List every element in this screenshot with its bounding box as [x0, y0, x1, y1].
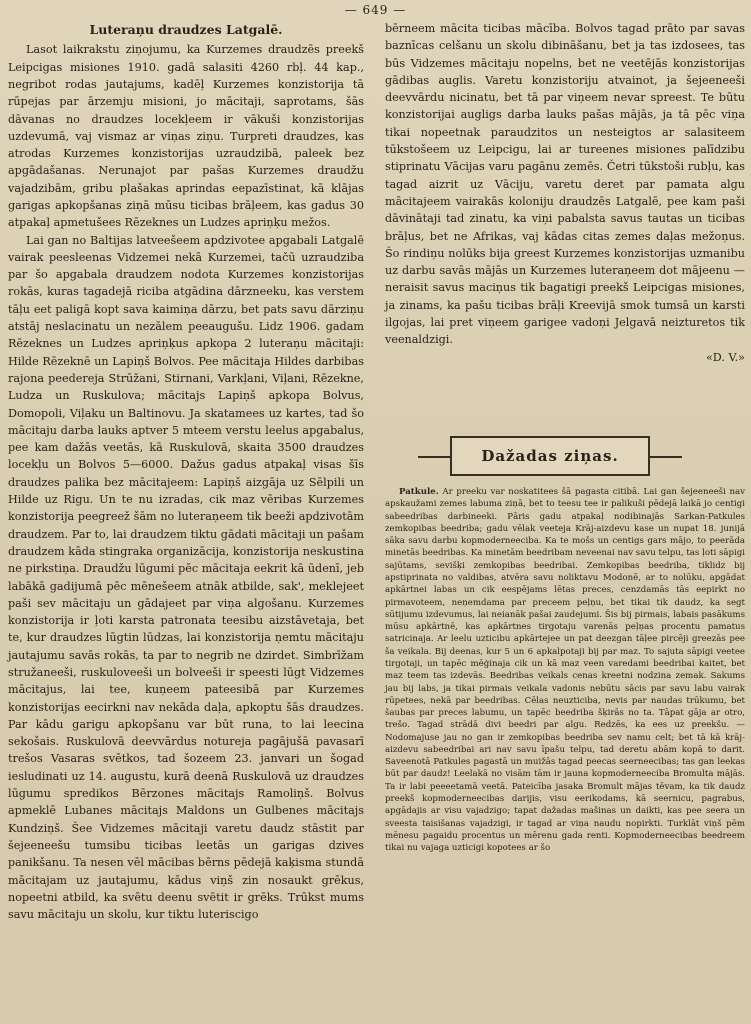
article-title: Luteraņu draudzes Latgalē. — [89, 22, 283, 37]
news-text: Ar preeku var noskatitees šā pagasta citibā. Lai gan šejeeneeši nav apskaužami zemes labuma ziņā, bet to teesu tee ir palikuši pēdejā laikā jo centigi sabeedribas darbineeki. Pāris gadu atpakaļ nodibinajās Sarkan-Patkules zemkopibas beedriba; gadu vēlak veeteja Krāj-aizdevu kase un nupat 18. junijā sāka savu darbu kopmoderneeciba. Ka te mošs un centigs gars mājo, to peerāda minetās beedribas. Ka minetām beedribam neveenai nav savu telpu, tas ļoti sāpigi sajūtams, sevišķi zemkopibas beedribai. Zemkopibas beedriba, tiklidz bij apstiprinata no valdibas, atvēra savu noliktavu Modonē, ar to nolūku, apgādat apkārtnei labas un cik eespējams lētas preces, cenzdamās tās eepirkt no pirmavoteem, neņemdama par preceem peļņu, bet tikai tik daudz, ka segt sūtijumu izdevumus, lai neianāk pašai zaudejumi. Šis bij pirmais, labais pasākums mūsu apkārtnē, kas apkārtnes tirgotaju varenās peļņas procentu pamatus satricinaja. Ar leelu uzticibu apkārtejee un pat deezgan tāļee pircēji greezās pee ša veikala. Bij deenas, kur 5 un 6 apkalpotaji bij par maz. To sajuta sāpigi veetee tirgotaji, un tapēc mēģinaja cik un kā maz veen varedami beedribai kaitet, bet maz teem tas izdevās. Beedribas veikals cenas kreetni nodzina zemak. Sakums jau bij labs, ja tikai pirmais veikala vadonis nebūtu sācis par savu labu vairak rūpetees, nekā par beedribas. Cēlas neuzticiba, nevis par naudas trūkumu, bet šaubas par preces labumu, un tapēc beedriba šķirās no ta. Tāpat gāja ar otro, trešo. Tagad strādā divi beedri par algu. Redzēs, ka ees uz preekšu. — Nodomajuse jau no gan ir zemkopibas beedriba sev namu celt; bet tā kā krāj-aizdevu sabeedribai ari nav savu īpašu telpu, tad deretu abām kopā to darit. Saveenotā Patkules pagastā un muižās tagad peecas seerneecibas; tas gan leekas būt par daudz! Leelakā no visām tām ir jauna kopmoderneeciba Bromulta mājās. Ta ir labi peeeetamā veetā. Pateicība jasaka Bromult mājas tēvam, ka tik daudz preekš kopmoderneecibas darijis, visu eerikodams, kā seernicu, pagrabus, apgādajis ar visu vajadzigo; tapat dažadas mašinas un daikti, kas pee seera un sveesta taisišanas vajadzigi, ir tagad ar viņa naudu nopirkti. Turklāt viņš pēm mēnesu pagaidu procentus un mērenu gada renti. Kopmoderneecibas beedreem tikai nu vajaga uzticigi kopotees ar šo — [385, 487, 745, 854]
article-signature: «D. V.» — [705, 350, 745, 364]
left-column — [8, 20, 364, 923]
article-paragraph-1: Lasot laikrakstu ziņojumu, ka Kurzemes draudzēs preekš Leipcigas misiones 1910. gadā salasiti 4260 rbļ. 44 kap., negribot rodas jautajums, kadēļ Kurzemes konzistorija tā rūpejas par ārzemju misioni, jo mācitaji, saprotams, šās dāvanas no draudzes locekļeem ir vākuši konzistorijas uzdevumā, vaj vismaz ar viņas ziņu. Turpreti draudzes, kas atrodas Kurzemes konzistorijas uzraudzibā, paleek bez apgādašanas. Nerunajot par pašas Kurzemes draudžu vajadzibām, gribu plašakas aprindas eepazīstinat, kā klājas garigas apkopšanas ziņā mūsu ticibas brāļeem, kas gadus 30 atpakaļ apmetušees Rēzeknes un Ludzes apriņķu mežos. — [8, 43, 364, 230]
news-item — [385, 486, 745, 854]
news-lead: Patkule. — [399, 487, 439, 497]
page-number: — 649 — — [344, 3, 407, 17]
section-banner-title: Dažadas ziņas. — [481, 447, 619, 465]
article-paragraph-3: bērneem mācita ticibas mācība. Bolvos tagad prāto par savas baznīcas celšanu un skolu dibināšanu, bet ja tas izdosees, tas būs Vidzemes mācitaju nopelns, bet ne veetējās konzistorijas gādibas auglis. Varetu konzistoriju atvainot, ja šejeeneeši deevvārdu nicinatu, bet tā par viņeem nevar spreest. Te būtu konzistorijai augligs darba lauks pašas mājās, ja tā pēc viņa tikai nopeetnak paraudzitos un nesteigtos ar salasiteem tūkstošeem uz Leipcigu, lai ar tureenes misiones palīdzibu stiprinatu Vācijas varu pagānu zemēs. Četri tūkstoši rubļu, kas tagad aizrit uz Vāciju, varetu deret par pamata algu mācitajeem vairakās koloniju draudzēs Latgalē, pee kam paši dāvinātaji tad zinatu, ka viņi pabalsta savus tautas un ticibas brāļus, bet ne Afrikas, vaj kādas citas zemes daļas mežoņus. Šo rindiņu nolūks bija greest Kurzemes konzistorijas uzmanibu uz darbu savās mājās un Kurzemes luteraņeem dot mājeenu — neraisit savus maciņus tik bagatigi preekš Leipcigas misiones, ja zinams, ka pašu ticibas brāļi Kreevijā smok tumsā un karsti ilgojas, lai pret viņeem garigee vadoņi Jelgavā neizturetos tik veenaldzigi. — [385, 22, 745, 347]
right-column — [385, 20, 745, 366]
section-banner — [450, 436, 650, 476]
article-paragraph-2: Lai gan no Baltijas latveešeem apdzivotee apgabali Latgalē vairak peesleenas Vidzemei nekā Kurzemei, tačū uzraudziba par šo apgabala draudzem nodota Kurzemes konzistorijas rokās, kuras tagadejā riciba atgādina dārzneeku, kas verstem tāļu eet paligā kopt sava kaimiņa dārzu, bet pats savu dārziņu atstāj neslacinatu un nezālem peeaugušu. Lidz 1906. gadam Rēzeknes un Ludzes apriņķus apkopa 2 luteraņu mācitaji: Hilde Rēzeknē un Lapiņš Bolvos. Pee mācitaja Hildes darbibas rajona peedereja Strūžani, Stirnani, Varkļani, Viļani, Rēzekne, Ludza un Ruskulova; mācitajs Lapiņš apkopa Bolvus, Domopoli, Viļaku un Baltinovu. Ja skatamees uz kartes, tad šo mācitaju darba lauks aptver 5 mteem verstu leelus apgabalus, pee kam dažās veetās, kā Ruskulovā, skaita 3500 draudzes locekļu un Bolvos 5—6000. Dažus gadus atpakaļ visas šīs draudzes palika bez mācitajeem: Lapiņš aizgāja uz Sēlpili un Hilde uz Rigu. Un te nu izradas, cik maz vēribas Kurzemes konzistorija peegreež šām no luteraņeem tik beeži apdzivotām draudzem. Par to, lai draudzem tiktu gādati mācitaji un pašam draudzem kāda stingraka organizācija, konzistorija neskustina ne pirkstiņa. Draudžu lūgumi pēc mācitaja eekrit kā ūdenī, jeb labākā gadijumā pēc mēnešeem atnāk atbilde, sak', meklejeet paši sev mācitaju un gādajeet par viņa algošanu. Kurzemes konzistorija ir ļoti karsta patronata teesibu aizstāvetaja, bet te, kur draudzes lūgtin lūdzas, lai konzistorija ņemtu mācitaju jautajumu savās rokās, ta par to negrib ne dzirdet. Simbrīžam stružaneeši, ruskuloveeši un bolveeši ir speesti lūgt Vidzemes mācitajus, lai tee, kuņeem pateesibā par Kurzemes konzistorijas eecirkni nav nekāda daļa, apkoptu šās draudzes. Par kādu garigu apkopšanu var būt runa, to lai leecina sekošais. Ruskulovā deevvārdus notureja pagājušā pavasarī trešos Vasaras svētkos, tad šozeem 23. janvari un šogad iesludinati uz 14. augustu, kurā deenā Ruskulovā uz draudzes lūgumu spredikos Bērzones mācitajs Ramoliņš. Bolvus apmeklē Lubanes mācitajs Maldons un Gulbenes mācitajs Kundziņš. Šee Vidzemes mācitaji varetu daudz stāstit par šejeeneešu tumsibu ticibas leetās un garigas dzives panikšanu. Ta nesen vēl mācibas bērns pēdejā kaķisma stundā mācitajam uz jautajumu, kādus viņš zin nosaukt grēkus, nopeetni atbild, ka svētu deenu svētit ir grēks. Trūkst mums savu mācitaju un skolu, kur tiktu luteriscigo — [8, 233, 364, 922]
news-column — [385, 486, 745, 854]
